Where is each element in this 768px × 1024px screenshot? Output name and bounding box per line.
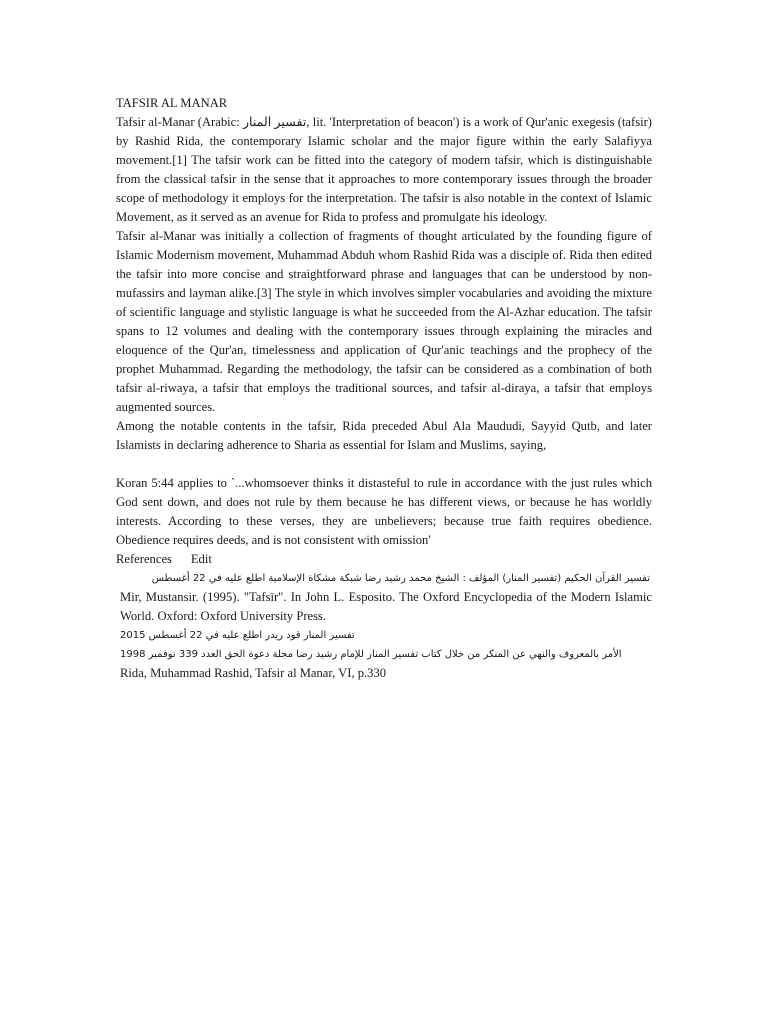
reference-3: 2015 تفسير المنار قود ريدر اطلع عليه في 22 أغسطس <box>120 630 355 641</box>
paragraph-intro: Tafsir al-Manar (Arabic: تفسير المنار, lit. 'Interpretation of beacon') is a work of Qur'anic exegesis (tafsir) by Rashid Rida, the contemporary Islamic scholar and the major figure within the early Salafiyya movement.[1] The tafsir work can be fitted into the category of modern tafsir, which is distinguishable from the classical tafsir in the sense that it approaches to more contemporary issues through the broader scope of methodology it employs for the interpretation. The tafsir is also notable in the context of Islamic Movement, as it served as an avenue for Rida to profess and promulgate his ideology. <box>116 115 652 224</box>
blank-line <box>116 455 652 474</box>
references-label: References <box>116 552 172 566</box>
reference-2: Mir, Mustansir. (1995). "Tafsīr". In John L. Esposito. The Oxford Encyclopedia of the Modern Islamic World. Oxford: Oxford University Press. <box>120 590 652 623</box>
document-page <box>116 94 652 683</box>
document-title: TAFSIR AL MANAR <box>116 96 228 110</box>
reference-4: 1998 الأمر بالمعروف والنهي عن المنكر من خلال كتاب تفسير المنار للإمام رشيد رضا مجلة دعوة الحق العدد 339 نوفمبر <box>120 649 622 660</box>
paragraph-contents: Among the notable contents in the tafsir, Rida preceded Abul Ala Maududi, Sayyid Qutb, and later Islamists in declaring adherence to Sharia as essential for Islam and Muslims, saying, <box>116 419 652 452</box>
reference-1: تفسير القرآن الحكيم (تفسير المنار) المؤلف : الشيخ محمد رشيد رضا شبكة مشكاة الإسلامية اطلع عليه في 22 أغسطس <box>151 573 650 584</box>
edit-link[interactable]: Edit <box>190 552 212 566</box>
references-heading <box>116 550 652 569</box>
paragraph-origins: Tafsir al-Manar was initially a collection of fragments of thought articulated by the founding figure of Islamic Modernism movement, Muhammad Abduh whom Rashid Rida was a disciple of. Rida then edited the tafsir into more concise and straightforward phrase and languages that can be understood by non-mufassirs and layman alike.[3] The style in which involves simpler vocabularies and avoiding the mixture of scientific language and stylistic language is what he succeeded from the Al-Azhar education. The tafsir spans to 12 volumes and dealing with the contemporary issues through explaining the miracles and eloquence of the Qur'an, timelessness and application of Qur'anic teachings and the prophecy of the prophet Muhammad. Regarding the methodology, the tafsir can be considered as a combination of both tafsir al-riwaya, a tafsir that employs the traditional sources, and tafsir al-diraya, a tafsir that employs augmented sources. <box>116 229 652 414</box>
quote-paragraph: Koran 5:44 applies to `...whomsoever thinks it distasteful to rule in accordance with the just rules which God sent down, and does not rule by them because he has different views, or because he has worldly interests. According to these verses, they are unbelievers; because true faith requires obedience. Obedience requires deeds, and is not consistent with omission' <box>116 476 652 547</box>
reference-5: Rida, Muhammad Rashid, Tafsir al Manar, VI, p.330 <box>120 666 387 680</box>
